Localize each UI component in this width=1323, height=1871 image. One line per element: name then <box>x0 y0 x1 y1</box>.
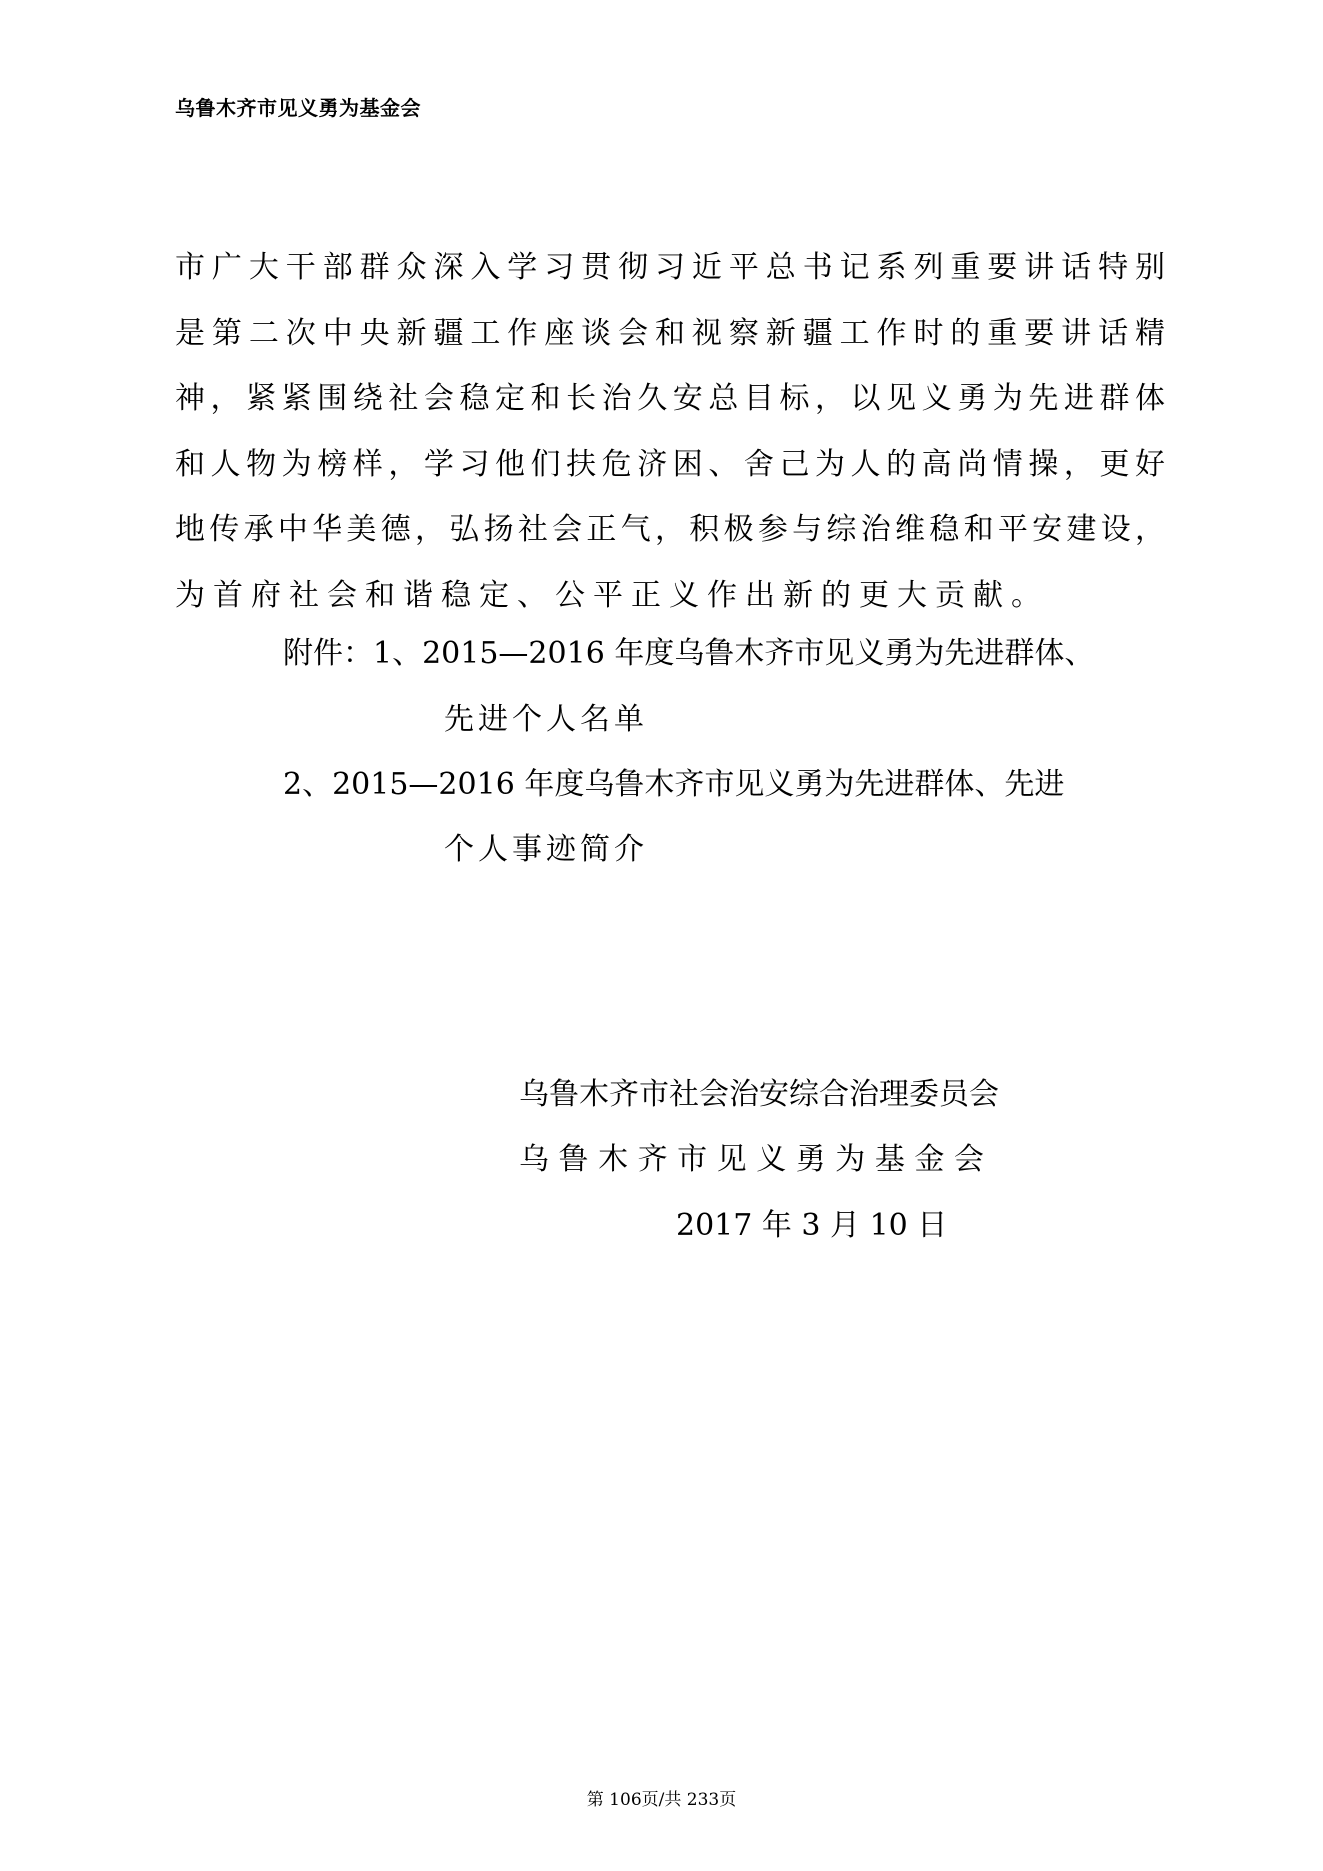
attachment-item-2-line-2: 个人事迹简介 <box>444 832 648 867</box>
body-line-6-text: 为首府社会和谐稳定、公平正义作出新的更大贡献。 <box>175 578 1049 613</box>
body-line-1 <box>175 252 1165 284</box>
attachment-item-2-line-1: 2、2015—2016 年度乌鲁木齐市见义勇为先进群体、先进 <box>283 767 1065 802</box>
attachment-item-1-line-1: 1、2015—2016 年度乌鲁木齐市见义勇为先进群体、 <box>373 636 1095 671</box>
body-line-2-text: 是第二次中央新疆工作座谈会和视察新疆工作时的重要讲话精 <box>175 316 1165 351</box>
page-header-org-name: 乌鲁木齐市见义勇为基金会 <box>175 96 421 120</box>
page-number-footer: 第 106页/共 233页 <box>586 1790 737 1810</box>
body-line-3 <box>175 383 1165 415</box>
body-line-1-text: 市广大干部群众深入学习贯彻习近平总书记系列重要讲话特别 <box>175 250 1165 285</box>
body-line-6 <box>175 580 1049 612</box>
body-line-5 <box>175 514 1165 546</box>
attachment-label: 附件： <box>283 636 373 671</box>
body-line-5-text: 地传承中华美德，弘扬社会正气，积极参与综治维稳和平安建设， <box>175 512 1165 547</box>
signature-date: 2017 年 3 月 10 日 <box>676 1208 948 1243</box>
body-line-4-text: 和人物为榜样，学习他们扶危济困、舍己为人的高尚情操，更好 <box>175 447 1165 482</box>
signature-org-2: 乌 鲁 木 齐 市 见 义 勇 为 基 金 会 <box>519 1142 984 1177</box>
attachment-item-2-cont <box>444 824 648 868</box>
body-line-4 <box>175 449 1165 481</box>
attachment-item-1-cont <box>444 694 648 738</box>
body-line-3-text: 神，紧紧围绕社会稳定和长治久安总目标，以见义勇为先进群体 <box>175 381 1165 416</box>
attachment-item-1 <box>283 628 1094 672</box>
attachment-item-1-line-2: 先进个人名单 <box>444 702 648 737</box>
body-line-2 <box>175 318 1165 350</box>
attachment-item-2 <box>283 759 1064 803</box>
signature-org-1: 乌鲁木齐市社会治安综合治理委员会 <box>519 1077 999 1112</box>
